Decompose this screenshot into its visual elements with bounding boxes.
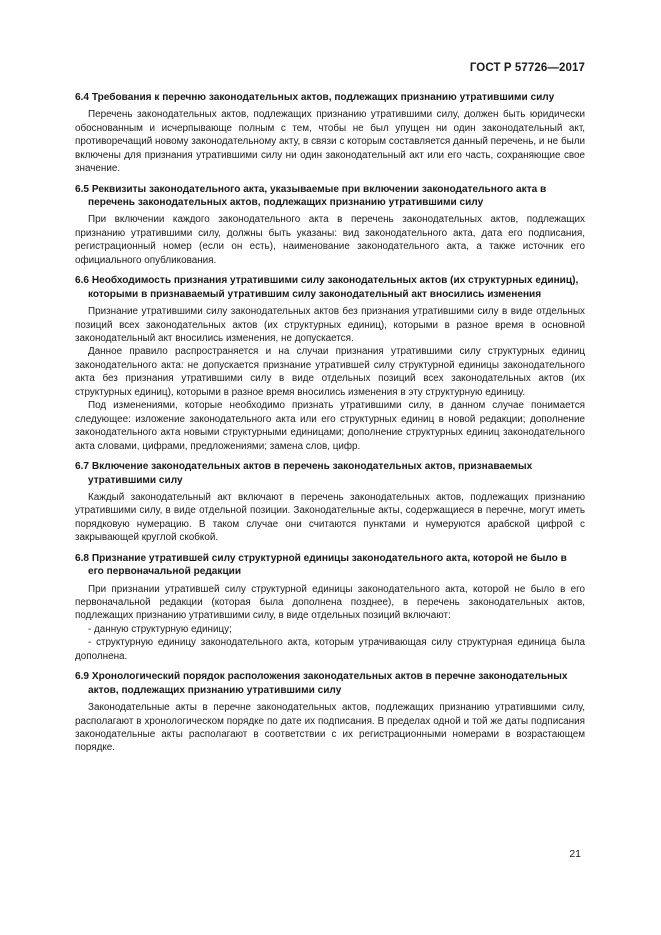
paragraph: Перечень законодательных актов, подлежащих признанию утратившими силу, должен быть юридически обоснованным и исчерпывающе полным с тем, чтобы не был упущен ни один законодательный акт, противоречащий новому законодательному акту, в связи с которым составляется данный перечень, и не были включены для признания утратившими силу ни один законодательный акт или его часть, сохраняющие свое значение. [75,109,585,175]
paragraph: Данное правило распространяется и на случаи признания утратившими силу структурных единиц законодательного акта: не допускается признание утратившей силу структурной единицы законодательного акта без признания утратившими силу в виде отдельных позиций всех законодательных актов (их структурных единиц), которыми в разное время вносились изменения в эту структурную единицу. [75,346,585,398]
section-6-5 [75,183,585,268]
document-number: ГОСТ Р 57726—2017 [469,62,585,74]
paragraph: Законодательные акты в перечне законодательных актов, подлежащих признанию утратившими силу, располагают в хронологическом порядке по дате их подписания. В пределах одной и той же даты подписания законодательные акты располагают в соответствии с их регистрационными номерами в возрастающем порядке. [75,702,585,754]
section-title: 6.9 Хронологический порядок расположения законодательных актов в перечне законодательных актов, подлежащих признанию утратившими силу [75,671,568,696]
paragraph: Каждый законодательный акт включают в перечень законодательных актов, подлежащих признанию утратившими силу, в виде отдельной позиции. Законодательные акты, содержащиеся в перечне, могут иметь порядковую нумерацию. В таком случае они считаются пунктами и нумеруются арабской цифрой с закрывающей круглой скобкой. [75,491,585,544]
list-item: - структурную единицу законодательного акта, которым утрачивающая силу структурная единица была дополнена. [75,637,585,662]
section-title: 6.8 Признание утратившей силу структурной единицы законодательного акта, которой не было в его первоначальной редакции [75,552,567,578]
section-6-7 [75,460,585,545]
section-title: 6.6 Необходимость признания утратившими силу законодательных актов (их структурных единиц), которыми в признаваемый утратившим силу законодательный акт вносились изменения [75,275,579,300]
section-6-6 [75,274,585,453]
page-number: 21 [569,848,581,860]
section-6-8 [75,552,585,664]
section-title: 6.7 Включение законодательных актов в перечень законодательных актов, признаваемых утратившими силу [75,461,533,486]
paragraph: Под изменениями, которые необходимо признать утратившими силу, в данном случае понимается следующее: изложение законодательного акта или его структурных единиц в новой редакции; дополнение законодательного акта новыми структурными единицами; дополнение структурных единиц законодательного акта словами, цифрами, предложениями; замена слов, цифр. [75,400,585,452]
paragraph: Признание утратившими силу законодательных актов без признания утратившими силу в виде отдельных позиций всех законодательных актов (их структурных единиц), которыми в разное время в основной законодательный акт вносились изменения, не допускается. [75,306,585,345]
page-content [75,91,585,762]
paragraph: При признании утратившей силу структурной единицы законодательного акта, которой не было в его первоначальной редакции (которая была дополнена позднее), в перечень законодательных актов, подлежащих признанию утратившими силу, в виде отдельных позиций включают: [75,583,585,622]
paragraph: При включении каждого законодательного акта в перечень законодательных актов, подлежащих признанию утратившими силу, должны быть указаны: вид законодательного акта, дата его подписания, регистрационный номер (если он есть), наименование законодательного акта, а также источник его официального опубликования. [75,214,585,266]
section-6-4 [75,91,585,176]
section-title: 6.4 Требования к перечню законодательных актов, подлежащих признанию утратившими силу [75,92,555,103]
list-item: - данную структурную единицу; [88,623,232,635]
section-6-9 [75,670,585,755]
section-title: 6.5 Реквизиты законодательного акта, указываемые при включении законодательного акта в перечень законодательных актов, подлежащих признанию утратившими силу [75,183,547,209]
